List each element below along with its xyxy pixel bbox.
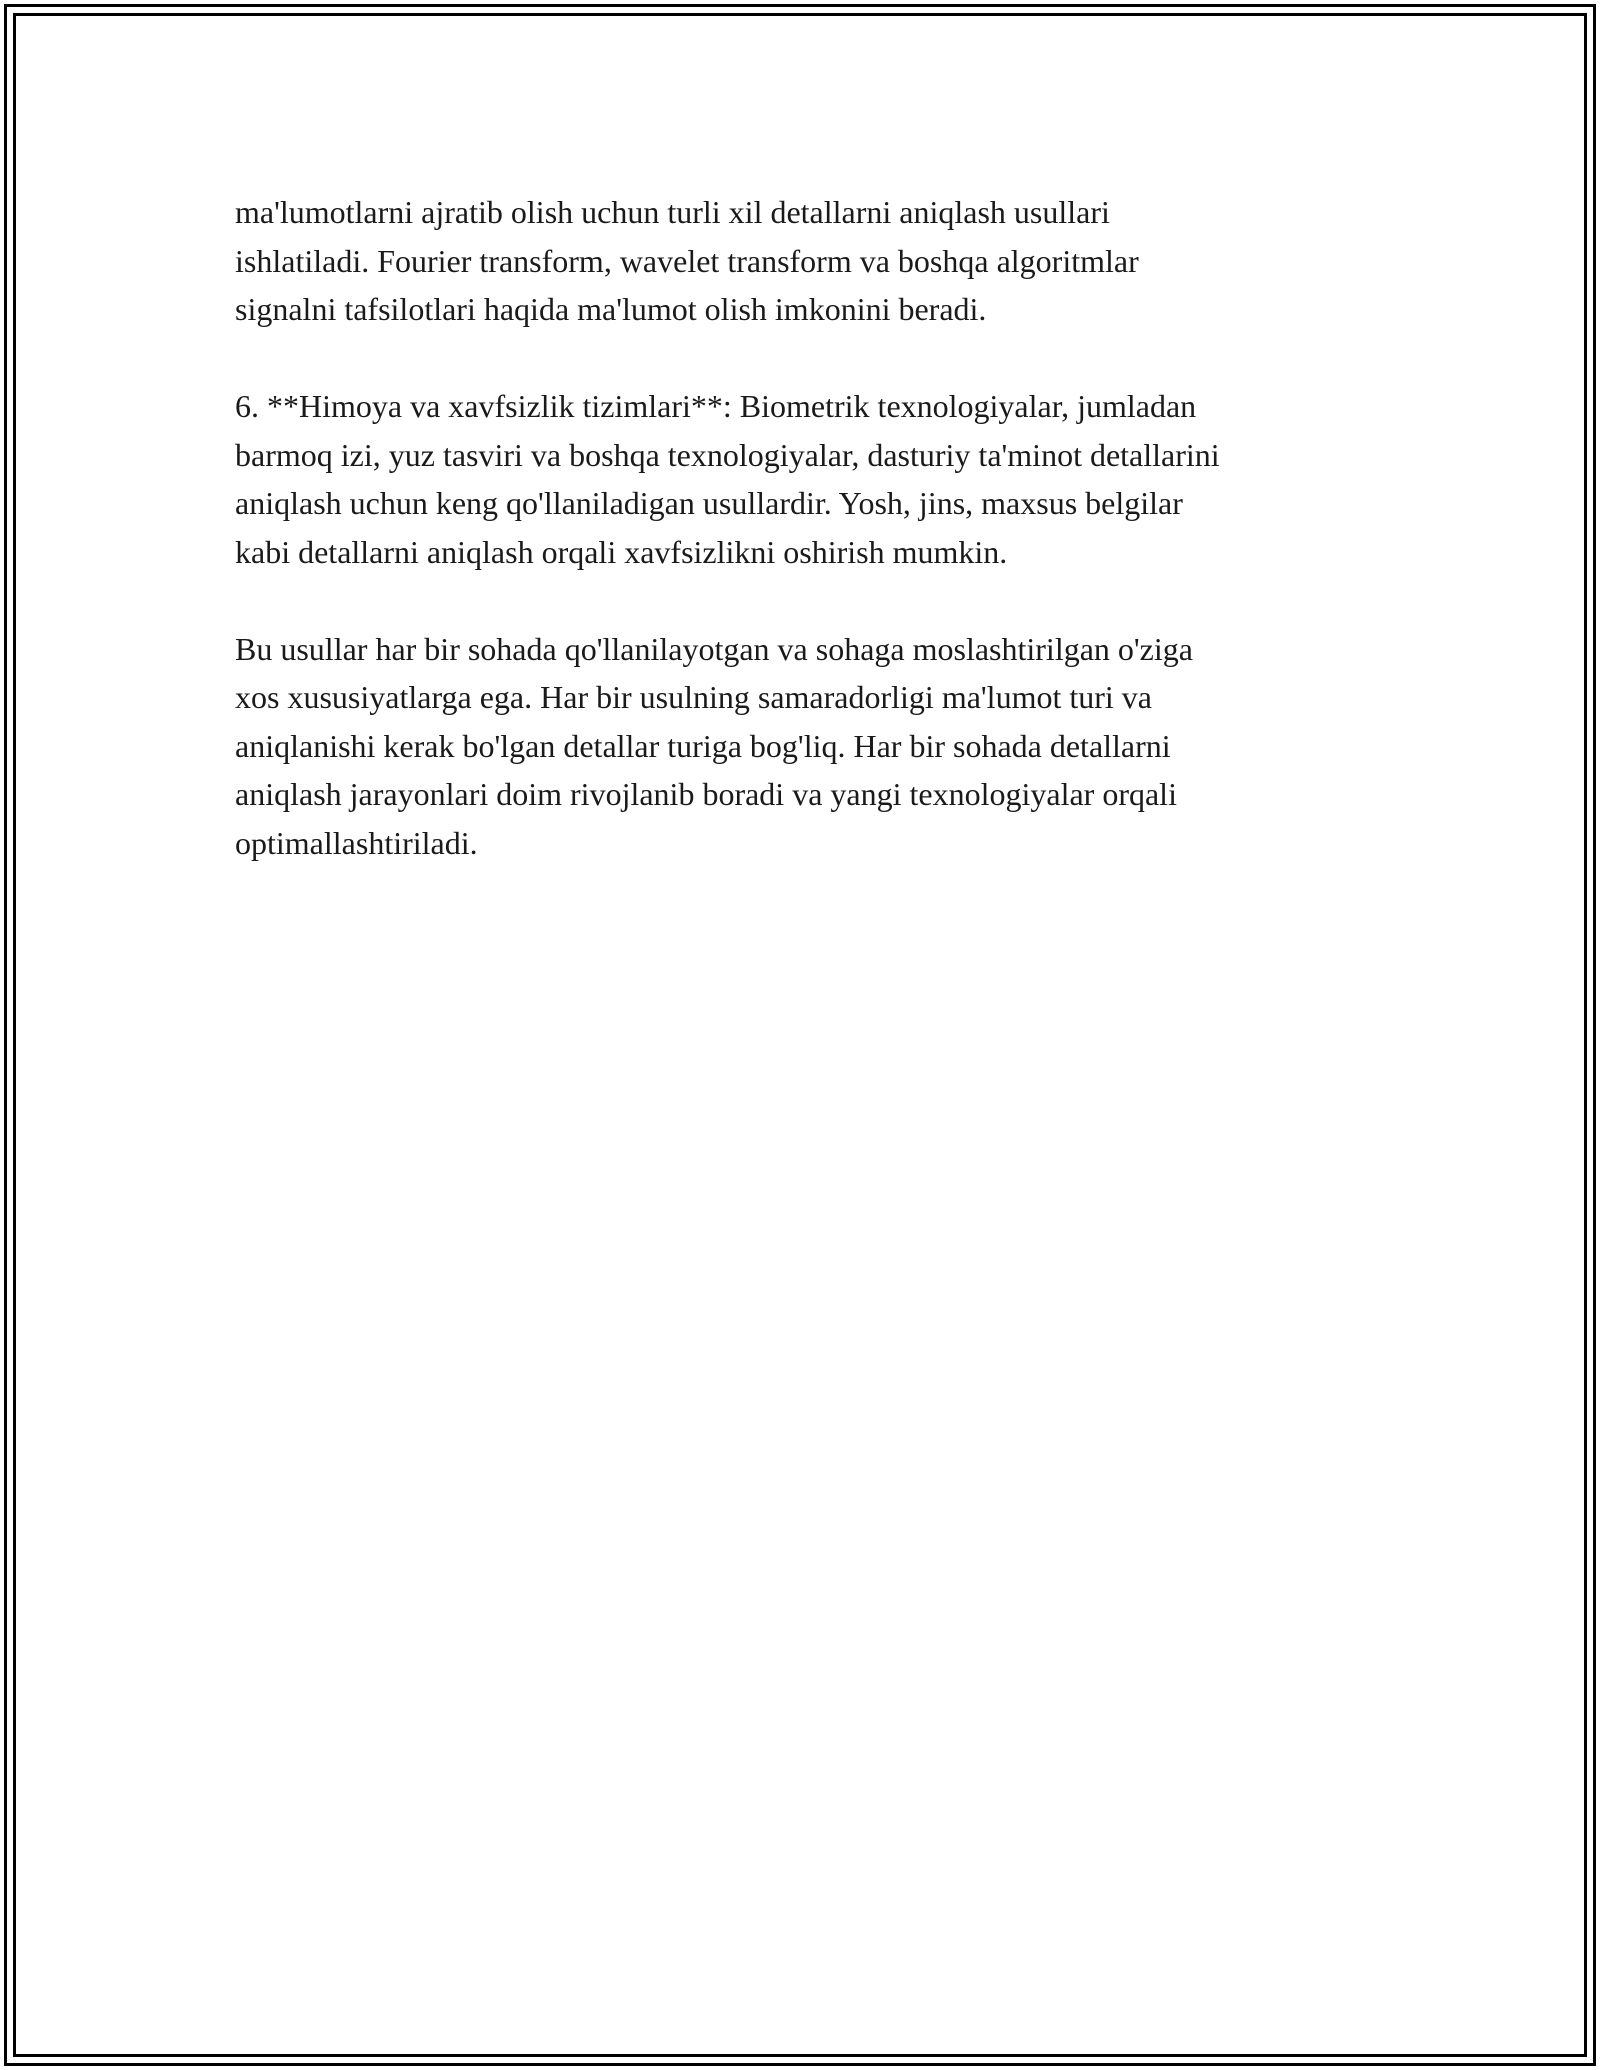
paragraph-signal-methods: ma'lumotlarni ajratib olish uchun turli xil detallarni aniqlash usullari ishlatiladi. Fourier transform, wavelet transform va boshqa algoritmlar signalni tafsilotlari haqida ma'lumot olish imkonini beradi. — [235, 194, 1139, 327]
paragraph-security-systems: 6. **Himoya va xavfsizlik tizimlari**: Biometrik texnologiyalar, jumladan barmoq izi, yuz tasviri va boshqa texnologiyalar, dasturiy ta'minot detallarini aniqlash uchun keng qo'llaniladigan usullardir. Yosh, jins, maxsus belgilar kabi detallarni aniqlash orqali xavfsizlikni oshirish mumkin. — [235, 388, 1220, 570]
paragraph-conclusion: Bu usullar har bir sohada qo'llanilayotgan va sohaga moslashtirilgan o'ziga xos xususiyatlarga ega. Har bir usulning samaradorligi ma'lumot turi va aniqlanishi kerak bo'lgan detallar turiga bog'liq. Har bir sohada detallarni aniqlash jarayonlari doim rivojlanib boradi va yangi texnologiyalar orqali optimallashtiriladi. — [235, 630, 1193, 861]
document-body — [235, 188, 1385, 916]
